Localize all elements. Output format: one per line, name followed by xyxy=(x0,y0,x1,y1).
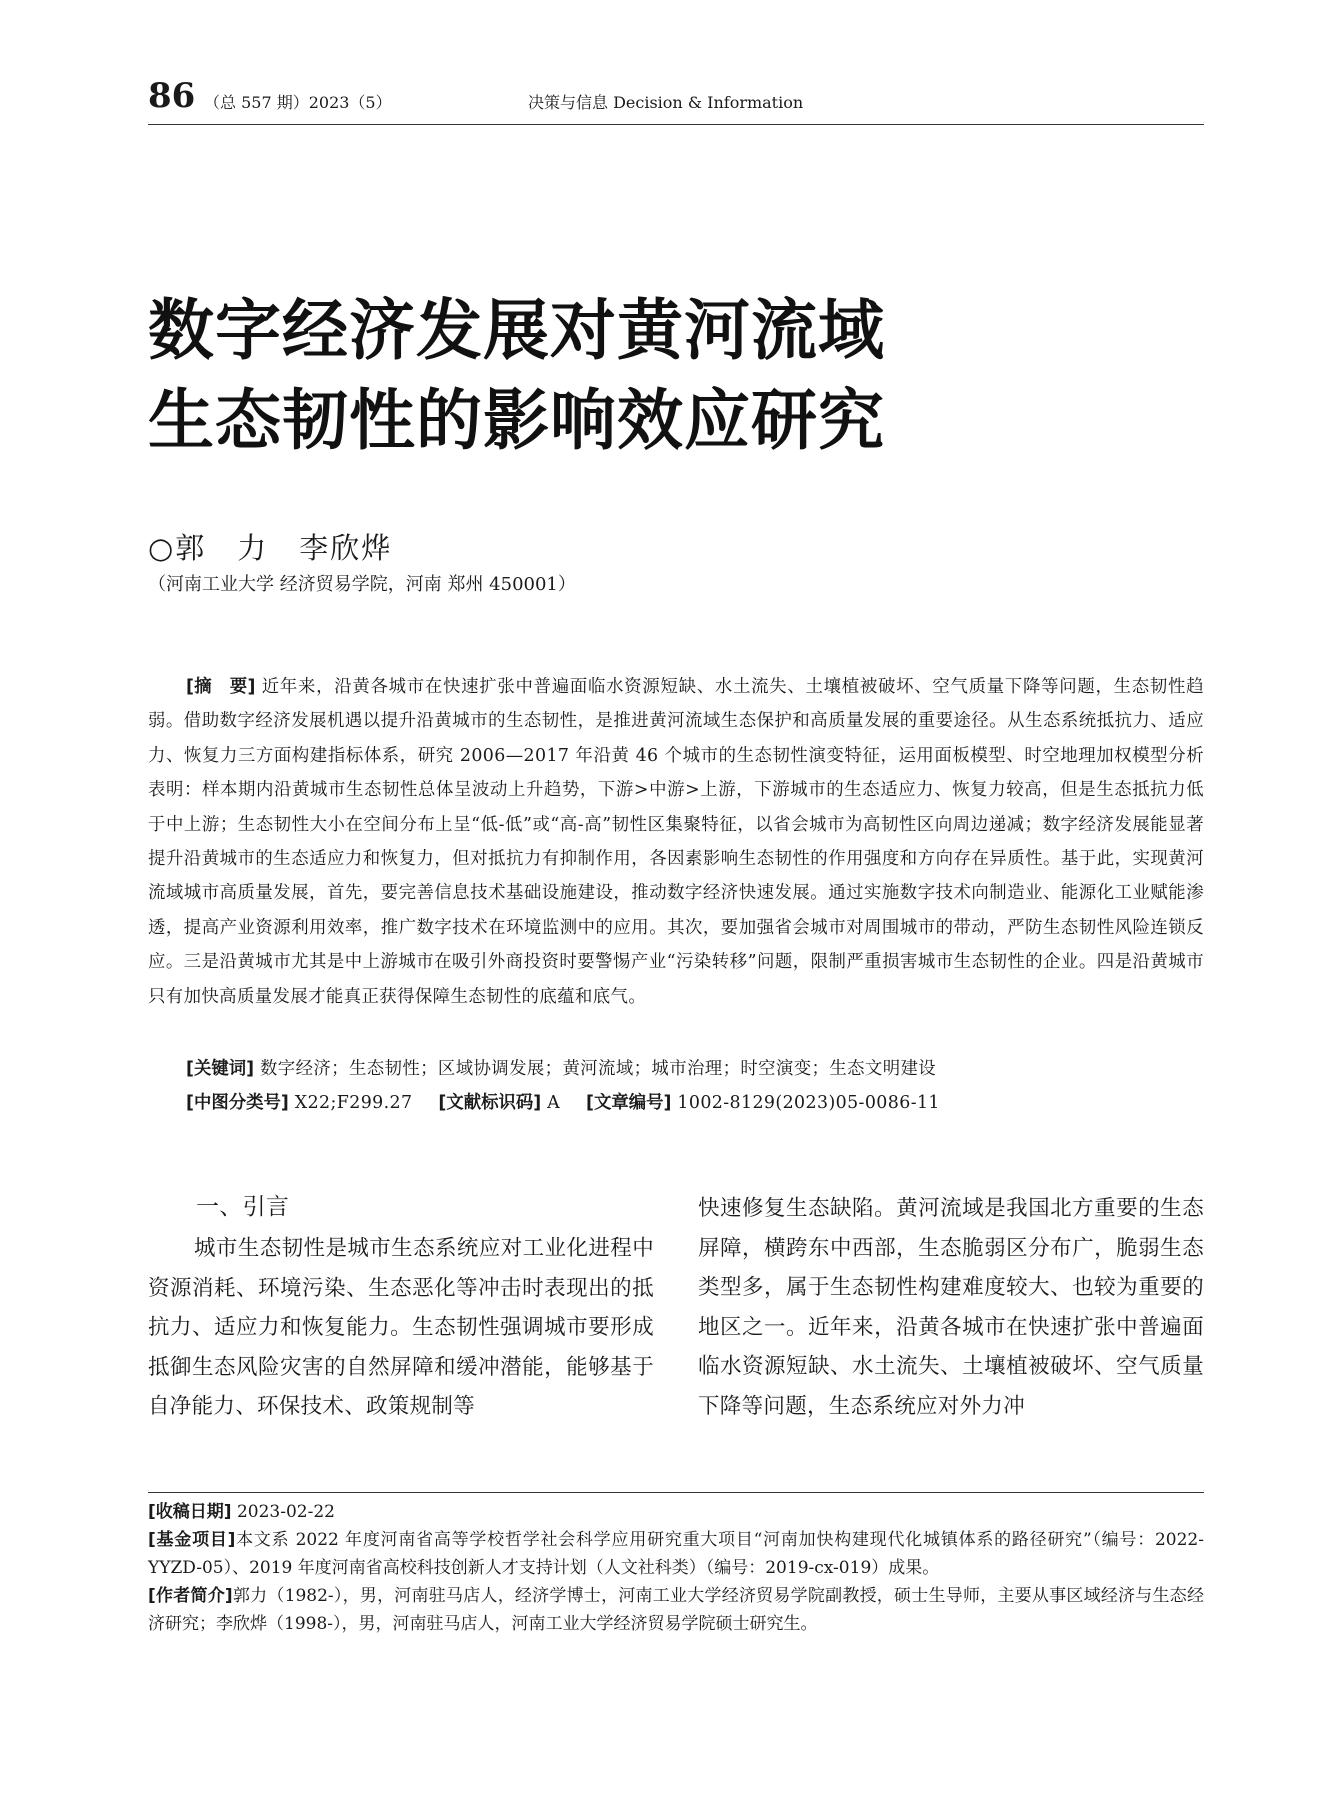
footnote-fund xyxy=(148,1526,1204,1582)
author-affiliation: （河南工业大学 经济贸易学院，河南 郑州 450001） xyxy=(148,574,576,595)
article-number-label: [文章编号] xyxy=(586,1093,672,1113)
body-column-right xyxy=(698,1189,1204,1427)
fund-value: 本文系 2022 年度河南省高等学校哲学社会科学应用研究重大项目“河南加快构建现代化城镇体系的路径研究”（编号：2022-YYZD-05）、2019 年度河南省高校科技创新人才支持计划（人文社科类）（编号：2019-cx-019）成果。 xyxy=(148,1530,1204,1578)
page-number: 86 xyxy=(148,76,196,116)
author-names: ○郭 力 李欣烨 xyxy=(148,531,393,565)
footnote-rule xyxy=(148,1492,1204,1493)
abstract-text: 近年来，沿黄各城市在快速扩张中普遍面临水资源短缺、水土流失、土壤植被破坏、空气质量下降等问题，生态韧性趋弱。借助数字经济发展机遇以提升沿黄城市的生态韧性，是推进黄河流域生态保护和高质量发展的重要途径。从生态系统抵抗力、适应力、恢复力三方面构建指标体系，研究 2006—2017 年沿黄 46 个城市的生态韧性演变特征，运用面板模型、时空地理加权模型分析表明：样本期内沿黄城市生态韧性总体呈波动上升趋势，下游>中游>上游，下游城市的生态适应力、恢复力较高，但是生态抵抗力低于中上游；生态韧性大小在空间分布上呈“低-低”或“高-高”韧性区集聚特征，以省会城市为高韧性区向周边递减；数字经济发展能显著提升沿黄城市的生态适应力和恢复力，但对抵抗力有抑制作用，各因素影响生态韧性的作用强度和方向存在异质性。基于此，实现黄河流域城市高质量发展，首先，要完善信息技术基础设施建设，推动数字经济快速发展。通过实施数字技术向制造业、能源化工业赋能渗透，提高产业资源利用效率，推广数字技术在环境监测中的应用。其次，要加强省会城市对周围城市的带动，严防生态韧性风险连锁反应。三是沿黄城市尤其是中上游城市在吸引外商投资时要警惕产业“污染转移”问题，限制严重损害城市生态韧性的企业。四是沿黄城市只有加快高质量发展才能真正获得保障生态韧性的底蕴和底气。 xyxy=(148,677,1204,1007)
paper-title xyxy=(148,286,1204,466)
article-number-value: 1002-8129(2023)05-0086-11 xyxy=(677,1093,940,1113)
author-bio-value: 郭力（1982-），男，河南驻马店人，经济学博士，河南工业大学经济贸易学院副教授，硕士生导师，主要从事区域经济与生态经济研究；李欣烨（1998-），男，河南驻马店人，河南工业大学经济贸易学院硕士研究生。 xyxy=(148,1586,1204,1634)
keywords xyxy=(186,1054,936,1079)
doc-code-label: [文献标识码] xyxy=(438,1093,542,1113)
body-paragraph-left: 城市生态韧性是城市生态系统应对工业化进程中资源消耗、环境污染、生态恶化等冲击时表现出的抵抗力、适应力和恢复能力。生态韧性强调城市要形成抵御生态风险灾害的自然屏障和缓冲潜能，能够基于自净能力、环保技术、政策规制等 xyxy=(148,1236,654,1420)
fund-label: [基金项目] xyxy=(148,1530,236,1550)
classification-line xyxy=(186,1088,940,1113)
footnote-received xyxy=(148,1498,1204,1526)
received-label: [收稿日期] xyxy=(148,1502,232,1522)
keywords-text: 数字经济；生态韧性；区域协调发展；黄河流域；城市治理；时空演变；生态文明建设 xyxy=(260,1059,937,1079)
section-heading: 一、引言 xyxy=(196,1194,290,1220)
issue-info: （总 557 期）2023（5） xyxy=(204,93,392,112)
journal-name: 决策与信息 Decision & Information xyxy=(528,93,804,112)
received-value: 2023-02-22 xyxy=(236,1502,335,1522)
footnote-author xyxy=(148,1582,1204,1638)
author-bio-label: [作者简介] xyxy=(148,1586,233,1606)
body-paragraph-right: 快速修复生态缺陷。黄河流域是我国北方重要的生态屏障，横跨东中西部，生态脆弱区分布广，脆弱生态类型多，属于生态韧性构建难度较大、也较为重要的地区之一。近年来，沿黄各城市在快速扩张中普遍面临水资源短缺、水土流失、土壤植被破坏、空气质量下降等问题，生态系统应对外力冲 xyxy=(698,1196,1204,1419)
abstract-label: [摘 要] xyxy=(186,677,256,697)
running-header xyxy=(148,72,1204,122)
abstract xyxy=(148,670,1204,1014)
doc-code-value: A xyxy=(547,1093,561,1113)
title-line-1: 数字经济发展对黄河流域 xyxy=(148,292,885,369)
clc-value: X22;F299.27 xyxy=(294,1093,413,1113)
title-line-2: 生态韧性的影响效应研究 xyxy=(148,382,885,459)
clc-label: [中图分类号] xyxy=(186,1093,289,1113)
keywords-label: [关键词] xyxy=(186,1059,255,1079)
header-rule xyxy=(148,124,1204,125)
body-column-left xyxy=(148,1189,654,1427)
